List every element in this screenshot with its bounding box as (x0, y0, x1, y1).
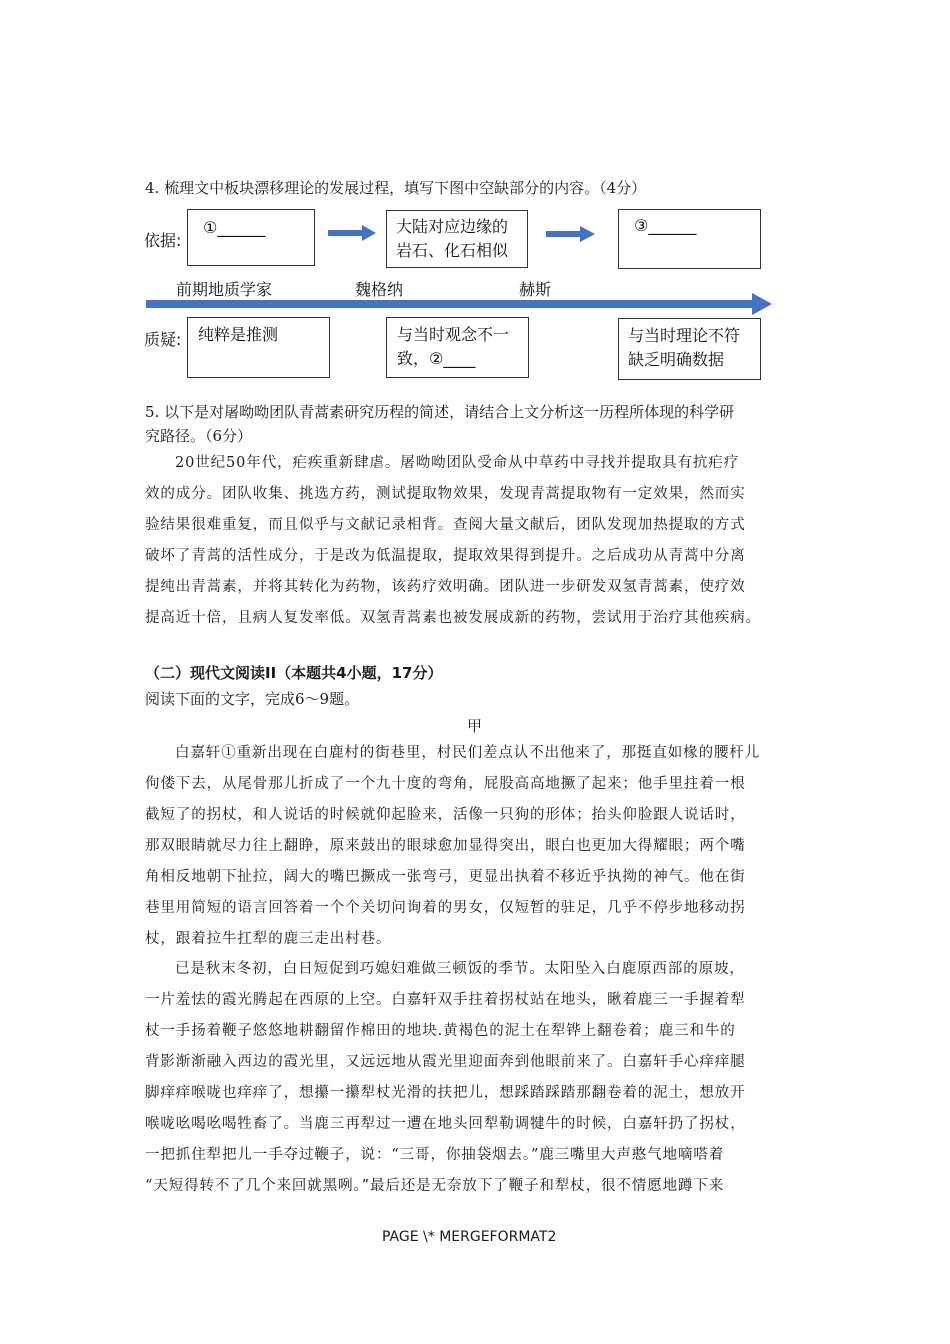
passage-line: 已是秋末冬初，白日短促到巧媳妇难做三顿饭的季节。太阳坠入白鹿原西部的原坡， (175, 961, 745, 977)
q5-passage-line: 验结果很难重复，而且似乎与文献记录相背。查阅大量文献后，团队发现加热提取的方式 (145, 517, 746, 533)
q5-passage-line: 破坏了青蒿的活性成分，于是改为低温提取，提取效果得到提升。之后成功从青蒿中分离 (145, 548, 746, 564)
page-footer: PAGE \* MERGEFORMAT2 (382, 1229, 557, 1245)
doubt-box-2-line2: 致，②____ (397, 349, 476, 368)
arrow-2-icon (546, 226, 595, 242)
question-5-line2: 究路径。（6分） (145, 427, 253, 445)
passage-line: 一片羞怯的霞光腾起在西原的上空。白嘉轩双手拄着拐杖站在地头，瞅着鹿三一手握着犁 (145, 992, 746, 1008)
passage-line: 脚痒痒喉咙也痒痒了，想攥一攥犁杖光滑的扶把儿，想踩踏踩踏那翻卷着的泥土，想放开 (145, 1085, 746, 1101)
arrow-1-icon (328, 225, 376, 241)
question-5-line1: 5. 以下是对屠呦呦团队青蒿素研究历程的简述，请结合上文分析这一历程所体现的科学研 (145, 403, 735, 421)
basis-box-3-blank: ③______ (634, 216, 697, 235)
passage-line: 背影渐渐融入西边的霞光里，又远远地从霞光里迎面奔到他眼前来了。白嘉轩手心痒痒腿 (145, 1054, 746, 1070)
passage-line: 角相反地朝下扯拉，阔大的嘴巴撅成一张弯弓，更显出执着不移近乎执拗的神气。他在街 (145, 869, 746, 885)
basis-box-1-blank: ①______ (203, 218, 266, 237)
passage-line: 一把抓住犁把儿一手夺过鞭子，说：“三哥，你抽袋烟去。”鹿三嘴里大声憨气地嘀嗒着 (145, 1147, 725, 1163)
doubt-box-1-text: 纯粹是推测 (198, 325, 279, 344)
timeline-hess: 赫斯 (519, 280, 552, 299)
passage-line: “天短得转不了几个来回就黑咧。”最后还是无奈放下了鞭子和犁杖，很不情愿地蹲下来 (145, 1178, 725, 1194)
q5-passage-line: 提高近十倍，且病人复发率低。双氢青蒿素也被发展成新的药物，尝试用于治疗其他疾病。 (145, 610, 761, 626)
passage-subtitle: 甲 (467, 717, 483, 735)
timeline-early-geologists: 前期地质学家 (176, 280, 273, 299)
doubt-label: 质疑: (144, 330, 182, 349)
q5-passage-line: 20世纪50年代，疟疾重新肆虐。屠呦呦团队受命从中草药中寻找并提取具有抗疟疗 (175, 455, 740, 471)
passage-line: 佝偻下去，从尾骨那儿折成了一个九十度的弯角，屁股高高地撅了起来；他手里拄着一根 (145, 776, 746, 792)
timeline-wegener: 魏格纳 (355, 280, 404, 299)
doubt-box-2-line1: 与当时观念不一 (397, 325, 510, 344)
basis-box-2-line1: 大陆对应边缘的 (396, 217, 509, 236)
question-4-text: 4. 梳理文中板块漂移理论的发展过程，填写下图中空缺部分的内容。（4分） (145, 179, 647, 197)
passage-line: 那双眼睛就尽力往上翻睁，原来鼓出的眼球愈加显得突出，眼白也更加大得耀眼；两个嘴 (145, 838, 746, 854)
section-2-instruction: 阅读下面的文字，完成6～9题。 (145, 690, 360, 708)
basis-box-2-line2: 岩石、化石相似 (396, 241, 509, 260)
doubt-box-3-line1: 与当时理论不符 (628, 326, 741, 345)
doubt-box-3-line2: 缺乏明确数据 (628, 350, 725, 369)
q5-passage-line: 效的成分。团队收集、挑选方药，测试提取物效果，发现青蒿提取物有一定效果，然而实 (145, 486, 746, 502)
passage-line: 杖，跟着拉牛扛犁的鹿三走出村巷。 (145, 931, 392, 947)
passage-line: 杖一手扬着鞭子悠悠地耕翻留作棉田的地块.黄褐色的泥土在犁铧上翻卷着；鹿三和牛的 (145, 1023, 736, 1039)
basis-label: 依据: (144, 231, 182, 250)
passage-line: 喉咙吆喝吆喝牲畜了。当鹿三再犁过一遭在地头回犁勒调犍牛的时候，白嘉轩扔了拐杖， (145, 1116, 746, 1132)
passage-line: 截短了的拐杖，和人说话的时候就仰起脸来，活像一只狗的形体；抬头仰脸跟人说话时， (145, 807, 746, 823)
q5-passage-line: 提纯出青蒿素，并将其转化为药物，该药疗效明确。团队进一步研发双氢青蒿素，使疗效 (145, 579, 746, 595)
passage-line: 白嘉轩①重新出现在白鹿村的街巷里，村民们差点认不出他来了，那挺直如椽的腰杆儿 (175, 745, 761, 761)
section-2-heading: （二）现代文阅读II（本题共4小题，17分） (145, 664, 443, 682)
passage-line: 巷里用简短的语言回答着一个个关切问询着的男女，仅短暂的驻足，几乎不停步地移动拐 (145, 900, 746, 916)
